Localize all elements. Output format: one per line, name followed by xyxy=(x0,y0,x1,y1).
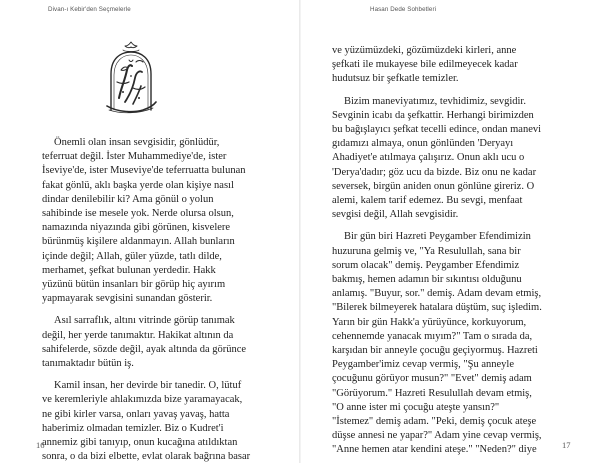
paragraph: Bir gün biri Hazreti Peygamber Efendimizin huzuruna gelmiş ve, "Ya Resulullah, sana bir sorum olacak" demiş. Peygamber Efendimiz bakmış, hemen adamın bir sıkıntısı olduğunu anlamış. "Buyur, sor." demiş. Adam devam etmiş, "Bilerek bilmeyerek hatalara düştüm, suç işledim. Yarın bir gün Hakk'a yürüyünce, korkuyorum, cehennemde yanacak mıyım?" Tam o sırada da, karşıdan bir anneyle çocuğu geçiyormuş. Hazreti Peygamber'imiz cevap vermiş, "Şu anneyle çocuğunu görüyor musun?" "Evet" demiş adam "Görüyorum." Hazreti Resulullah devam etmiş, "O anne ister mi çocuğu ateşte yansın?" "İstemez" demiş adam. "Peki, demiş çocuk ateşe düşse annesi ne yapar?" Adam yine cevap vermiş, "Anne hemen atar kendini ateşe." "Neden?" diye xyxy=(332,231,542,456)
paragraph: Önemli olan insan sevgisidir, gönlüdür, teferruat değil. İster Muhammediye'de, ister İseviye'de, ister Museviye'de teferruatta bulunan fakat gönlü, aklı başka yerde olan kişiye nasıl dindar denilebilir ki? Ama gönül o yolun sahibinde ise mesele yok. Nerde olursa olsun, namazında niyazında gibi görünen, kisvelere bürünmüş kişilere aldanmayın. Allah bunların içinde değil; Allah, güler yüzde, tatlı dilde, merhamet, şefkat bulunan yerdedir. Hakk yüzünü bütün insanları bir görüp hiç ayırım yapmayarak sevgisini sunandan gösterir. xyxy=(42,137,246,305)
left-page-body xyxy=(42,136,264,472)
running-head-right: Hasan Dede Sohbetleri xyxy=(370,6,437,13)
paragraph: Kamil insan, her devirde bir tanedir. O, lütuf ve keremleriyle ahlakımızda bize yaramayacak, ne gibi kirler varsa, onları yavaş yavaş, hatta haberimiz olmadan temizler. Biz o Kudret'i annemiz gibi tanıyıp, onun kucağına atıldıktan sonra, o da bizi elbette, evlat olarak bağrına basar xyxy=(42,380,251,463)
left-page xyxy=(0,0,300,463)
paragraph: ve yüzümüzdeki, gözümüzdeki kirleri, anne şefkati ile mukayese bile edilmeyecek kadar hudutsuz bir şefkatle temizler. xyxy=(332,45,518,85)
calligraphy-emblem-icon xyxy=(103,40,159,114)
page-number-left: 16 xyxy=(36,440,45,450)
running-head-left: Divan-ı Kebir'den Seçmelerle xyxy=(48,6,131,13)
right-page-body xyxy=(332,44,558,466)
page-number-right: 17 xyxy=(562,440,571,450)
right-page xyxy=(300,0,600,463)
paragraph: Bizim maneviyatımız, tevhidimiz, sevgidir. Sevginin icabı da şefkattir. Herhangi birimizden bu bağışlayıcı şefkat tecelli edince, ondan manevi gıdamızı almaya, onun gönlünden 'Deryayı Ahadiyet'e atılmaya çalışırız. Onun aklı ucu o 'Derya'dadır; göz ucu da bizde. Biz onu ne kadar seversek, birgün aniden onun gönlüne gireriz. O alemi, kalem tarif edemez. Bu sevgi, menfaat sevgisi değil, Allah sevgisidir. xyxy=(332,95,542,221)
paragraph: Asıl sarraflık, altını vitrinde görüp tanımak değil, her yerde tanımaktır. Hakikat altının da sahifelerde, sözde değil, ayak altında da görünce tanımaktadır bütün iş. xyxy=(42,315,247,370)
